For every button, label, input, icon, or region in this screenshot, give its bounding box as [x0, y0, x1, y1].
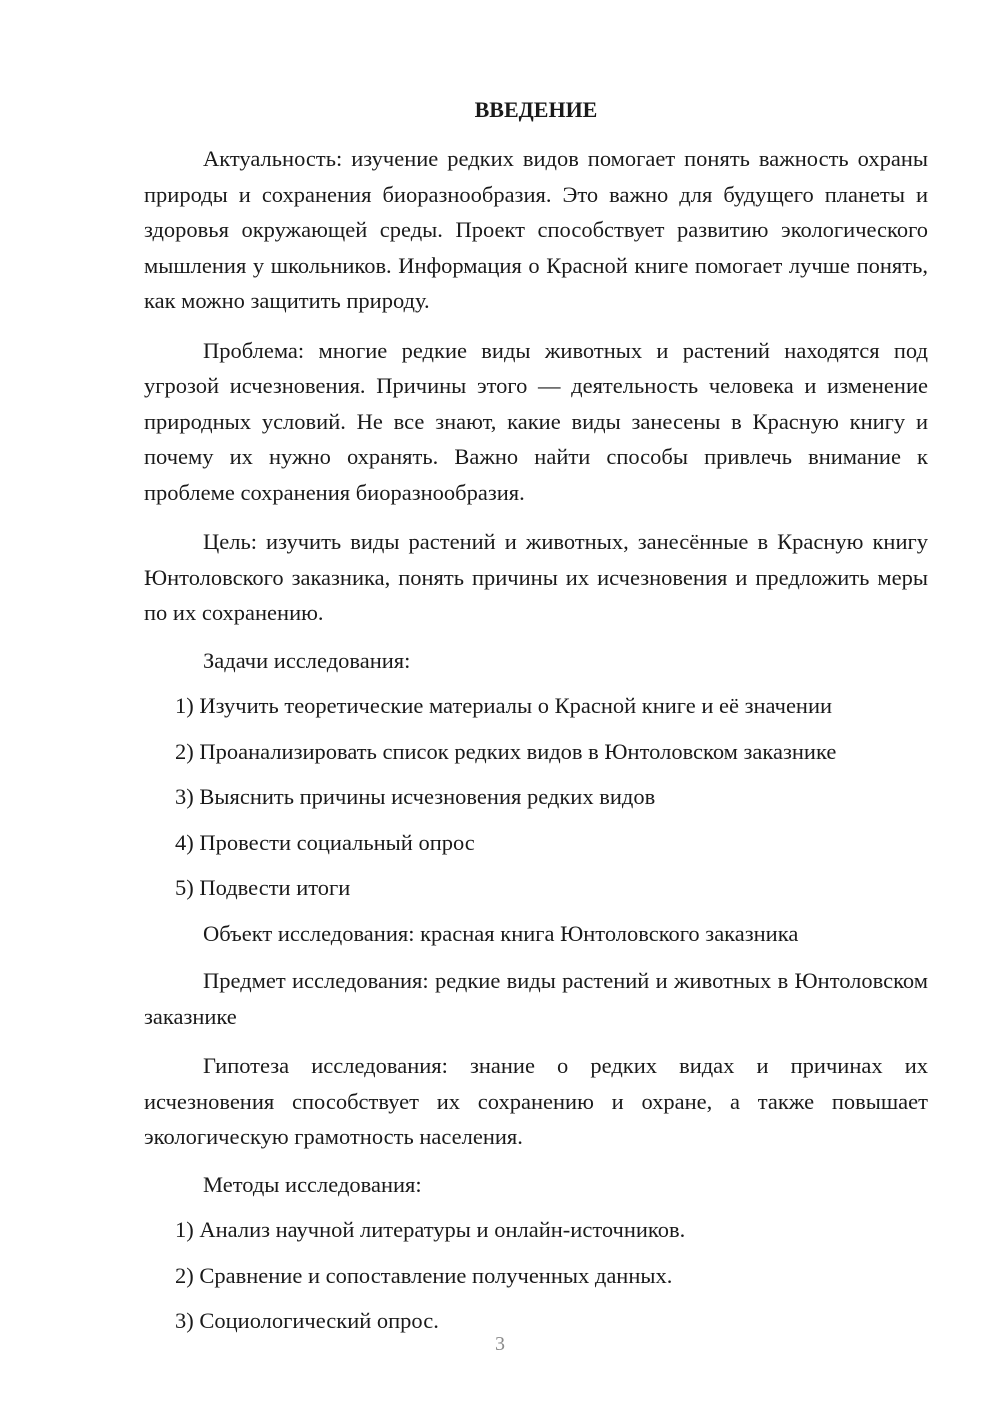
section-title: ВВЕДЕНИЕ — [474, 97, 598, 122]
relevance-paragraph: Актуальность: изучение редких видов помогает понять важность охраны природы и сохранения биоразнообразия. Это важно для будущего планеты и здоровья окружающей среды. Проект способствует развитию экологического мышления у школьников. Информация о Красной книге помогает лучше понять, как можно защитить природу. — [144, 146, 928, 313]
methods-heading: Методы исследования: — [203, 1171, 422, 1197]
subject-paragraph: Предмет исследования: редкие виды растений и животных в Юнтоловском заказнике — [144, 968, 928, 1029]
tasks-heading: Задачи исследования: — [203, 647, 411, 673]
problem-paragraph: Проблема: многие редкие виды животных и растений находятся под угрозой исчезновения. Причины этого — деятельность человека и изменение природных условий. Не все знают, какие виды занесены в Красную книгу и почему их нужно охранять. Важно найти способы привлечь внимание к проблеме сохранения биоразнообразия. — [144, 337, 928, 505]
method-item: 1) Анализ научной литературы и онлайн-источников. — [175, 1217, 686, 1242]
goal-paragraph: Цель: изучить виды растений и животных, занесённые в Красную книгу Юнтоловского заказника, понять причины их исчезновения и предложить меры по их сохранению. — [144, 529, 928, 625]
task-item: 3) Выяснить причины исчезновения редких видов — [175, 784, 656, 809]
task-item: 1) Изучить теоретические материалы о Красной книге и её значении — [175, 693, 833, 718]
task-item: 4) Провести социальный опрос — [175, 829, 475, 855]
document-page — [144, 96, 928, 1351]
hypothesis-paragraph: Гипотеза исследования: знание о редких видах и причинах их исчезновения способствует их сохранению и охране, а также повышает экологическую грамотность населения. — [144, 1053, 928, 1149]
task-item: 2) Проанализировать список редких видов в Юнтоловском заказнике — [175, 738, 837, 764]
task-item: 5) Подвести итоги — [175, 875, 351, 900]
method-item: 2) Сравнение и сопоставление полученных данных. — [175, 1262, 673, 1288]
object-line: Объект исследования: красная книга Юнтоловского заказника — [203, 920, 799, 946]
page-number: 3 — [495, 1333, 505, 1355]
method-item: 3) Социологический опрос. — [175, 1308, 439, 1333]
